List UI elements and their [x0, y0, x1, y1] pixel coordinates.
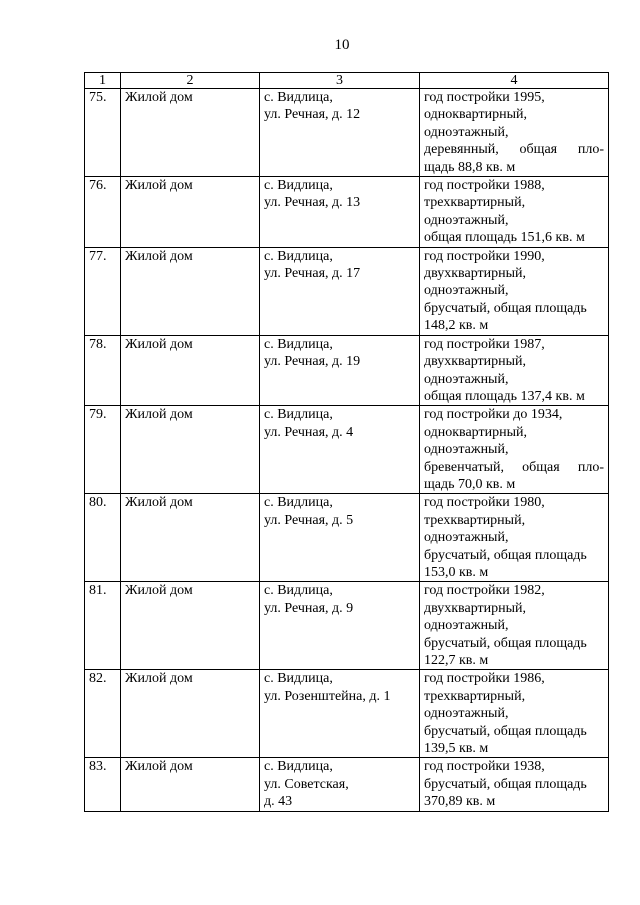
- description-line: двухквартирный,: [424, 354, 527, 370]
- object-name: Жилой дом: [121, 335, 260, 406]
- object-name: Жилой дом: [121, 494, 260, 582]
- description-line: одноэтажный,: [424, 283, 509, 299]
- object-description: [420, 582, 609, 670]
- object-name: Жилой дом: [121, 758, 260, 811]
- description-line: одноэтажный,: [424, 706, 509, 722]
- object-name: Жилой дом: [121, 89, 260, 177]
- row-number: 82.: [85, 670, 121, 758]
- object-name: Жилой дом: [121, 582, 260, 670]
- object-name: Жилой дом: [121, 670, 260, 758]
- address-line: д. 43: [264, 794, 293, 810]
- description-line: одноэтажный,: [424, 618, 509, 634]
- table-row: [85, 758, 609, 811]
- description-line: одноквартирный,: [424, 424, 527, 440]
- description-line: общая площадь 137,4 кв. м: [424, 388, 585, 404]
- description-line: 153,0 кв. м: [424, 564, 489, 580]
- description-line: 370,89 кв. м: [424, 794, 496, 810]
- address-line: с. Видлица,: [264, 90, 333, 105]
- address-line: с. Видлица,: [264, 583, 333, 599]
- object-address: [260, 177, 420, 248]
- description-line: год постройки 1987,: [424, 336, 545, 352]
- description-line: брусчатый, общая площадь: [424, 723, 587, 739]
- object-name: Жилой дом: [121, 247, 260, 335]
- address-line: с. Видлица,: [264, 178, 333, 194]
- object-description: [420, 89, 609, 177]
- header-col-1: 1: [85, 73, 121, 89]
- description-line: трехквартирный,: [424, 512, 526, 528]
- row-number: 77.: [85, 247, 121, 335]
- description-line: год постройки 1990,: [424, 248, 545, 264]
- description-line: год постройки 1995,: [424, 90, 545, 105]
- table-row: [85, 670, 609, 758]
- property-table: [84, 72, 609, 812]
- object-address: [260, 582, 420, 670]
- row-number: 80.: [85, 494, 121, 582]
- row-number: 81.: [85, 582, 121, 670]
- description-line: одноэтажный,: [424, 124, 509, 140]
- description-line: трехквартирный,: [424, 688, 526, 704]
- address-line: с. Видлица,: [264, 407, 333, 423]
- address-line: ул. Речная, д. 17: [264, 266, 361, 282]
- object-description: [420, 758, 609, 811]
- description-line: 148,2 кв. м: [424, 318, 489, 334]
- description-line: общая площадь 151,6 кв. м: [424, 230, 585, 246]
- object-address: [260, 758, 420, 811]
- table-row: [85, 494, 609, 582]
- description-line: одноэтажный,: [424, 442, 509, 458]
- description-line: бревенчатый, общая пло-: [424, 459, 604, 475]
- description-line: год постройки 1986,: [424, 671, 545, 687]
- description-line: брусчатый, общая площадь: [424, 635, 587, 651]
- description-line: брусчатый, общая площадь: [424, 300, 587, 316]
- description-line: деревянный, общая пло-: [424, 142, 604, 158]
- description-line: год постройки 1982,: [424, 583, 545, 599]
- object-description: [420, 335, 609, 406]
- object-description: [420, 494, 609, 582]
- description-line: год постройки 1938,: [424, 759, 545, 775]
- row-number: 76.: [85, 177, 121, 248]
- table-row: [85, 406, 609, 494]
- table-row: [85, 89, 609, 177]
- object-address: [260, 406, 420, 494]
- header-row: [85, 73, 609, 89]
- header-col-2: 2: [121, 73, 260, 89]
- address-line: с. Видлица,: [264, 336, 333, 352]
- header-col-4: 4: [420, 73, 609, 89]
- address-line: ул. Речная, д. 19: [264, 354, 361, 370]
- description-line: одноэтажный,: [424, 371, 509, 387]
- description-line: 122,7 кв. м: [424, 653, 489, 668]
- table-row: [85, 177, 609, 248]
- object-address: [260, 247, 420, 335]
- object-description: [420, 177, 609, 248]
- address-line: с. Видлица,: [264, 759, 333, 775]
- table-row: [85, 335, 609, 406]
- address-line: с. Видлица,: [264, 671, 333, 687]
- description-line: двухквартирный,: [424, 266, 527, 282]
- address-line: с. Видлица,: [264, 248, 333, 264]
- row-number: 75.: [85, 89, 121, 177]
- description-line: одноэтажный,: [424, 530, 509, 546]
- description-line: двухквартирный,: [424, 600, 527, 616]
- description-line: брусчатый, общая площадь: [424, 776, 587, 792]
- object-address: [260, 494, 420, 582]
- row-number: 79.: [85, 406, 121, 494]
- row-number: 78.: [85, 335, 121, 406]
- object-address: [260, 89, 420, 177]
- address-line: ул. Речная, д. 13: [264, 195, 361, 211]
- address-line: ул. Советская,: [264, 776, 349, 792]
- description-line: щадь 70,0 кв. м: [424, 476, 516, 492]
- object-address: [260, 670, 420, 758]
- description-line: щадь 88,8 кв. м: [424, 159, 516, 175]
- address-line: с. Видлица,: [264, 495, 333, 511]
- address-line: ул. Речная, д. 5: [264, 512, 354, 528]
- description-line: трехквартирный,: [424, 195, 526, 211]
- header-col-3: 3: [260, 73, 420, 89]
- description-line: брусчатый, общая площадь: [424, 547, 587, 563]
- object-name: Жилой дом: [121, 406, 260, 494]
- description-line: год постройки 1988,: [424, 178, 545, 194]
- table-row: [85, 247, 609, 335]
- description-line: год постройки до 1934,: [424, 407, 563, 423]
- address-line: ул. Розенштейна, д. 1: [264, 688, 391, 704]
- object-description: [420, 670, 609, 758]
- table-row: [85, 582, 609, 670]
- description-line: одноквартирный,: [424, 107, 527, 123]
- object-description: [420, 247, 609, 335]
- address-line: ул. Речная, д. 12: [264, 107, 361, 123]
- object-address: [260, 335, 420, 406]
- object-name: Жилой дом: [121, 177, 260, 248]
- address-line: ул. Речная, д. 9: [264, 600, 354, 616]
- object-description: [420, 406, 609, 494]
- description-line: год постройки 1980,: [424, 495, 545, 511]
- description-line: 139,5 кв. м: [424, 741, 489, 757]
- address-line: ул. Речная, д. 4: [264, 424, 354, 440]
- row-number: 83.: [85, 758, 121, 811]
- description-line: одноэтажный,: [424, 212, 509, 228]
- page-number: 10: [334, 37, 350, 53]
